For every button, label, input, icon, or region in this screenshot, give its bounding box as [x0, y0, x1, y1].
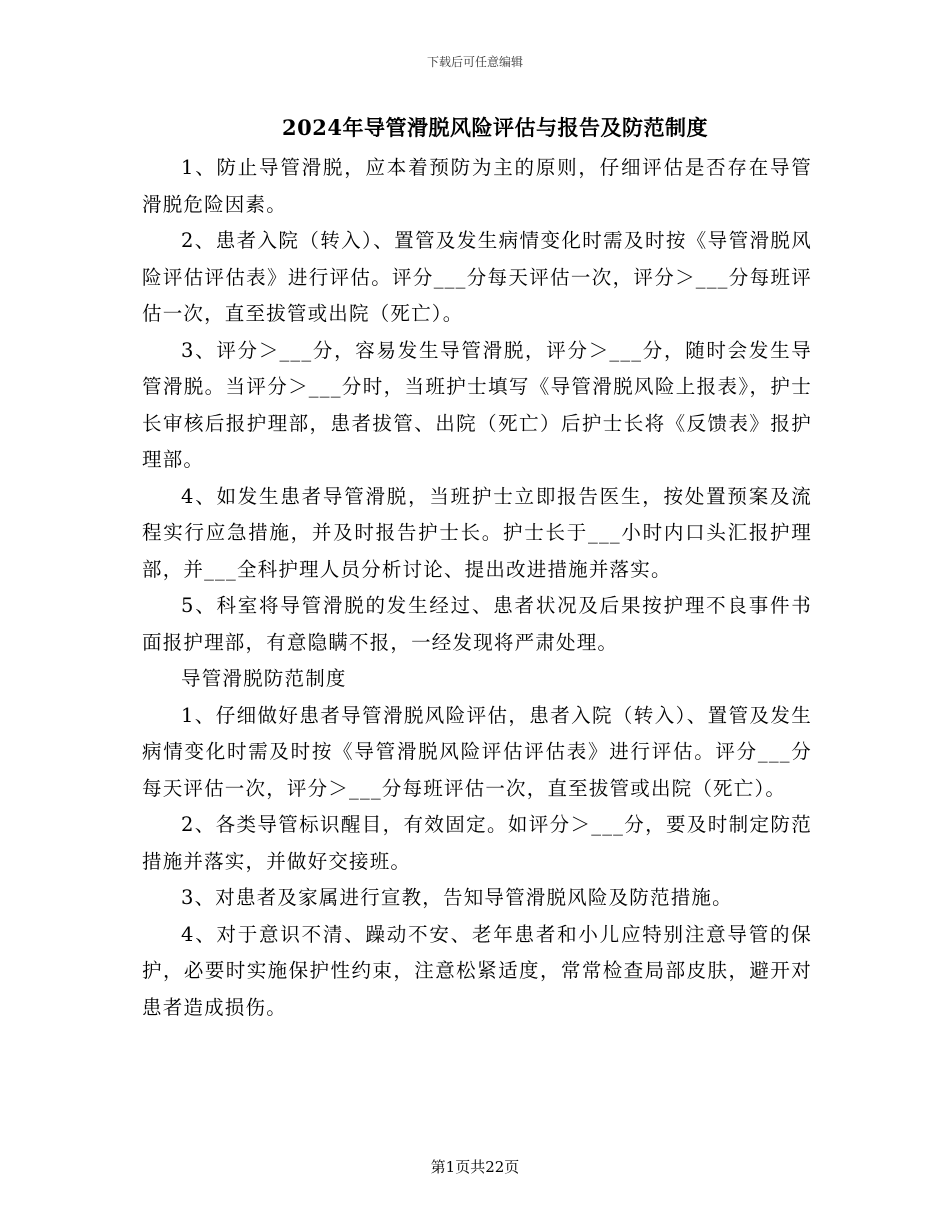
paragraph: 1、仔细做好患者导管滑脱风险评估，患者入院（转入）、置管及发生病情变化时需及时按《导管滑脱风险评估评估表》进行评估。评分___分每天评估一次，评分＞___分每班评估一次，直至拔管或出院（死亡）。 [142, 703, 812, 800]
page-footer: 第1页共22页 [430, 1158, 520, 1176]
paragraph: 2、患者入院（转入）、置管及发生病情变化时需及时按《导管滑脱风险评估评估表》进行评估。评分___分每天评估一次，评分＞___分每班评估一次，直至拔管或出院（死亡）。 [142, 229, 812, 325]
paragraph: 3、对患者及家属进行宣教，告知导管滑脱风险及防范措施。 [181, 886, 733, 909]
paragraph: 4、对于意识不清、躁动不安、老年患者和小儿应特别注意导管的保护，必要时实施保护性约束，注意松紧适度，常常检查局部皮肤，避开对患者造成损伤。 [142, 922, 812, 1019]
document-body [142, 150, 812, 1026]
section-heading: 导管滑脱防范制度 [181, 667, 347, 690]
paragraph: 4、如发生患者导管滑脱，当班护士立即报告医生，按处置预案及流程实行应急措施，并及时报告护士长。护士长于___小时内口头汇报护理部，并___全科护理人员分析讨论、提出改进措施并落实。 [142, 484, 812, 581]
document-title: 2024年导管滑脱风险评估与报告及防范制度 [282, 115, 708, 140]
header-note: 下载后可任意编辑 [426, 55, 523, 69]
paragraph: 2、各类导管标识醒目，有效固定。如评分＞___分，要及时制定防范措施并落实，并做好交接班。 [142, 813, 812, 873]
paragraph: 1、防止导管滑脱，应本着预防为主的原则，仔细评估是否存在导管滑脱危险因素。 [142, 156, 812, 216]
paragraph: 3、评分＞___分，容易发生导管滑脱，评分＞___分，随时会发生导管滑脱。当评分＞___分时，当班护士填写《导管滑脱风险上报表》，护士长审核后报护理部，患者拔管、出院（死亡）后护士长将《反馈表》报护理部。 [142, 338, 812, 471]
paragraph: 5、科室将导管滑脱的发生经过、患者状况及后果按护理不良事件书面报护理部，有意隐瞒不报，一经发现将严肃处理。 [142, 594, 812, 654]
